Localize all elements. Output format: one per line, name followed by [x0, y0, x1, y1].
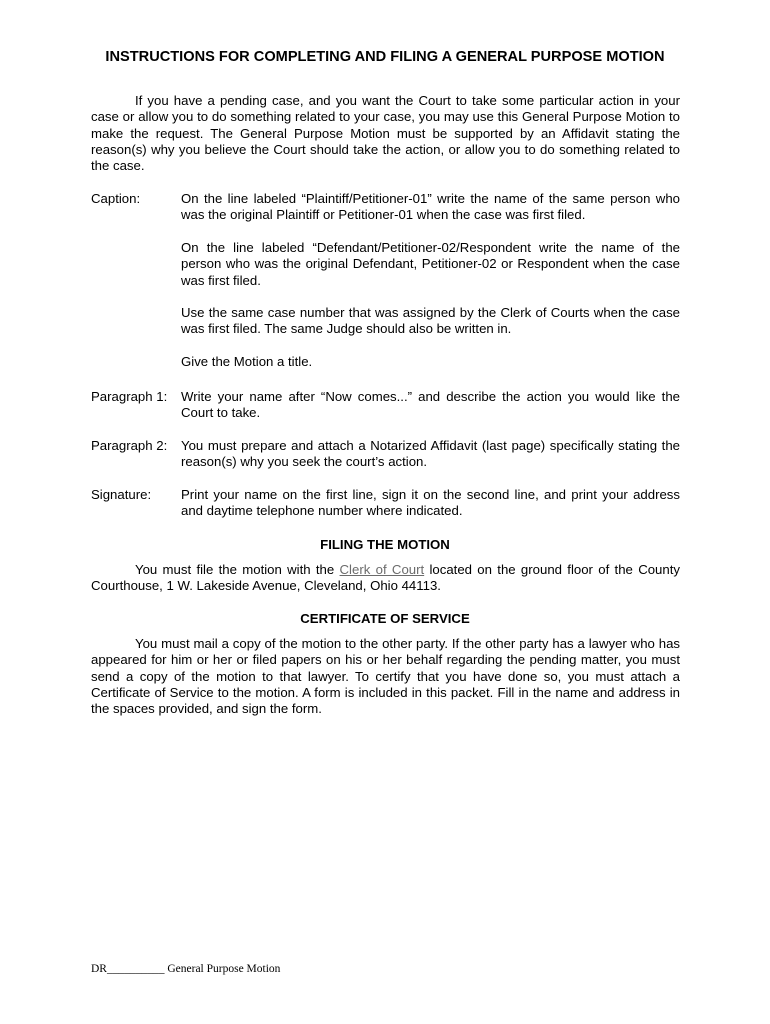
signature-text: Print your name on the first line, sign it on the second line, and print your address and daytime telephone number where indicated.	[181, 487, 680, 519]
caption-item-3: Use the same case number that was assigned by the Clerk of Courts when the case was first filed. The same Judge should also be written in.	[181, 305, 680, 337]
certificate-heading: CERTIFICATE OF SERVICE	[300, 611, 470, 626]
intro-paragraph	[91, 93, 680, 174]
filing-heading: FILING THE MOTION	[320, 537, 450, 552]
caption-item-2: On the line labeled “Defendant/Petitioner-02/Respondent write the name of the person who was the original Defendant, Petitioner-02 or Respondent when the case was first filed.	[181, 240, 680, 288]
paragraph1-label: Paragraph 1:	[91, 389, 168, 404]
paragraph2-label: Paragraph 2:	[91, 438, 168, 453]
filing-text-after: located on the ground floor of the County Courthouse, 1 W. Lakeside Avenue, Cleveland, Ohio 44113.	[91, 562, 680, 594]
caption-label: Caption:	[91, 191, 141, 206]
filing-paragraph	[91, 562, 680, 595]
caption-item-4: Give the Motion a title.	[181, 354, 313, 369]
page-footer: DR__________ General Purpose Motion	[91, 963, 281, 975]
certificate-text: You must mail a copy of the motion to the other party. If the other party has a lawyer who has appeared for him or her or filed papers on his or her behalf regarding the pending matter, you must send a copy of the motion to that lawyer. To certify that you have done so, you must attach a Certificate of Service to the motion. A form is included in this packet. Fill in the name and address in the spaces provided, and sign the form.	[91, 636, 680, 717]
signature-label: Signature:	[91, 487, 152, 502]
intro-text: If you have a pending case, and you want the Court to take some particular action in your case or allow you to do something related to your case, you may use this General Purpose Motion to make the request. The General Purpose Motion must be supported by an Affidavit stating the reason(s) why you believe the Court should take the action, or allow you to do something related to the case.	[91, 93, 680, 174]
caption-item-1: On the line labeled “Plaintiff/Petitioner-01” write the name of the same person who was the original Plaintiff or Petitioner-01 when the case was first filed.	[181, 191, 680, 223]
clerk-of-court-link[interactable]: Clerk of Court	[339, 562, 425, 577]
page-title: INSTRUCTIONS FOR COMPLETING AND FILING A GENERAL PURPOSE MOTION	[105, 49, 665, 65]
filing-text-before: You must file the motion with the	[135, 562, 340, 577]
paragraph1-text: Write your name after “Now comes...” and describe the action you would like the Court to take.	[181, 389, 680, 421]
paragraph2-text: You must prepare and attach a Notarized Affidavit (last page) specifically stating the reason(s) why you seek the court’s action.	[181, 438, 680, 470]
certificate-paragraph	[91, 636, 680, 717]
